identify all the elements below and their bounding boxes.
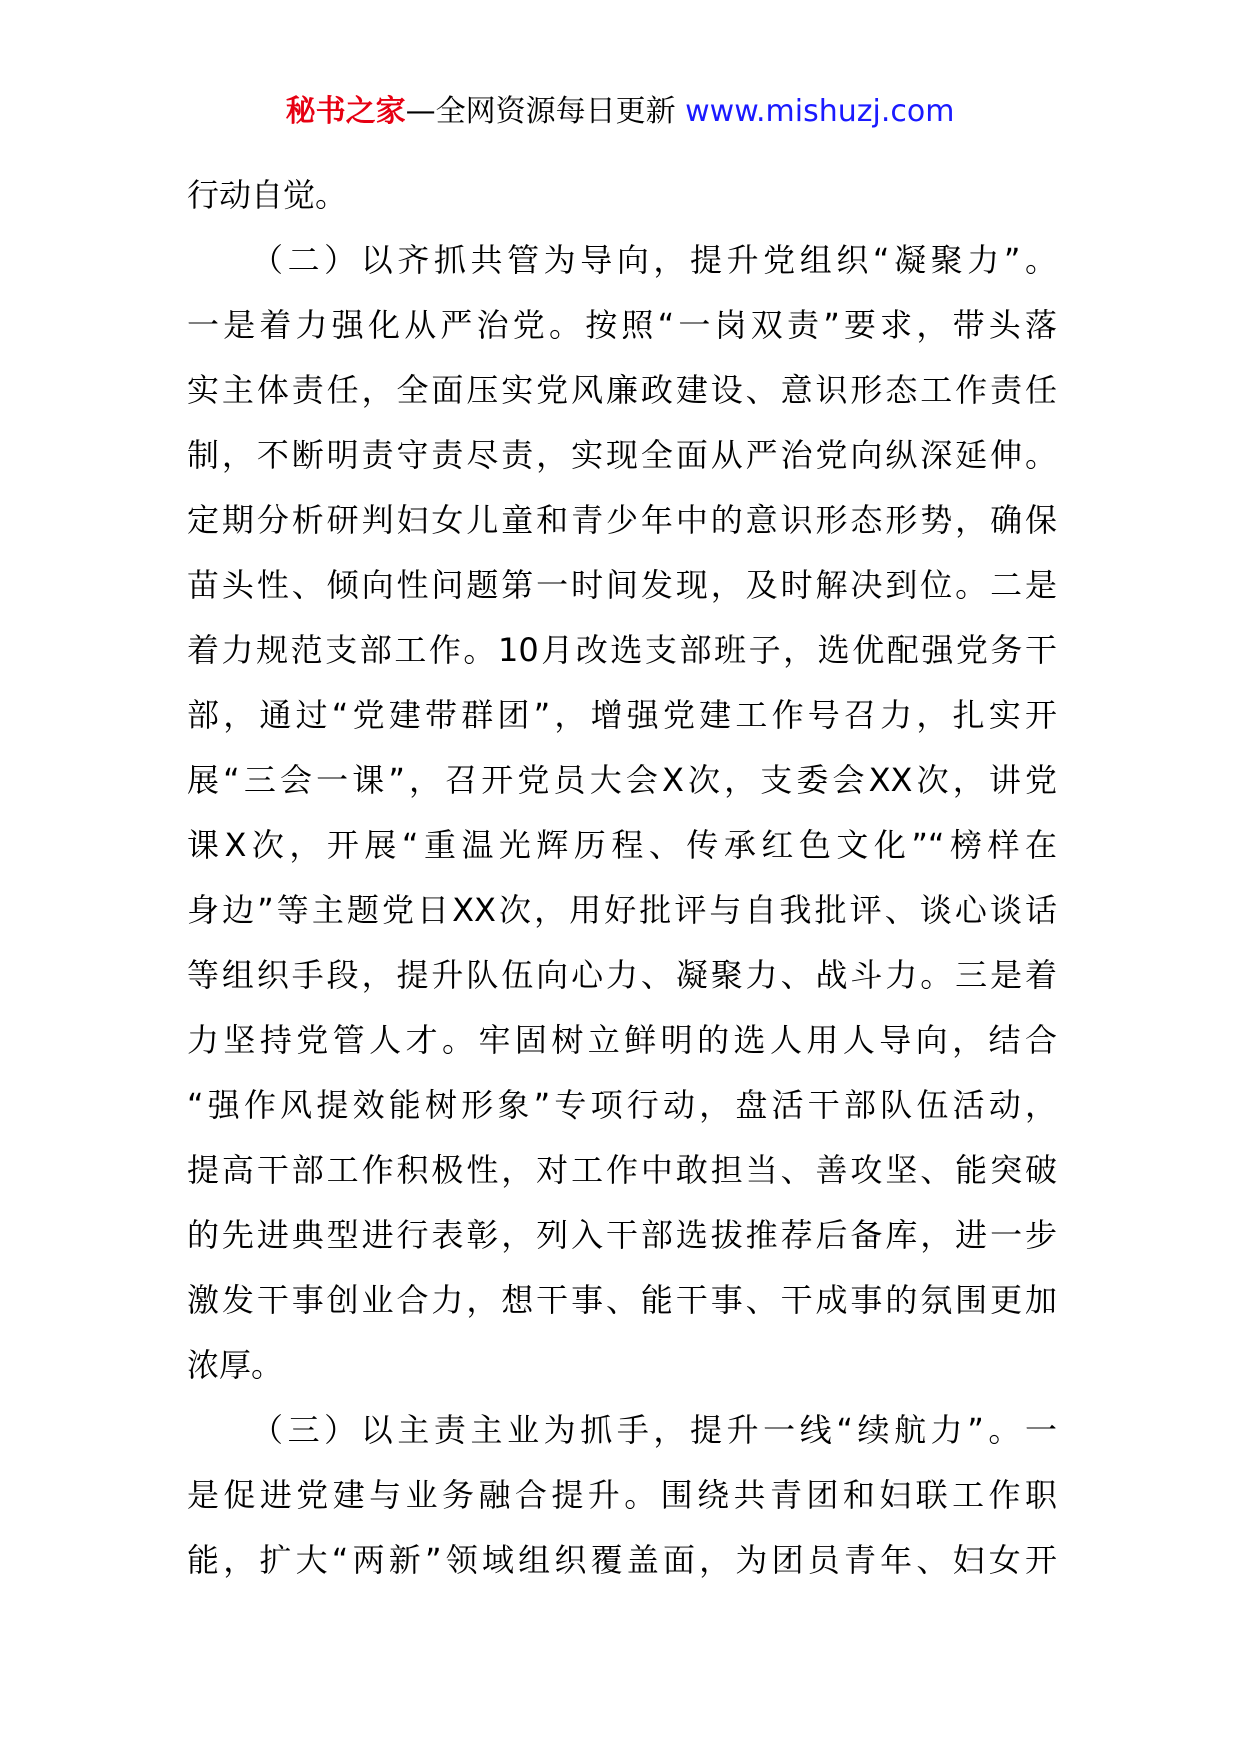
text-line: 激发干事创业合力，想干事、能干事、干成事的氛围更加 — [187, 1281, 1057, 1319]
text-line: 力坚持党管人才。牢固树立鲜明的选人用人导向，结合 — [187, 1021, 1057, 1059]
text-line: 着力规范支部工作。10月改选支部班子，选优配强党务干 — [187, 631, 1057, 669]
site-url[interactable]: www.mishuzj.com — [685, 94, 955, 129]
text-line: 提高干部工作积极性，对工作中敢担当、善攻坚、能突破 — [187, 1151, 1057, 1189]
text-line: 身边”等主题党日XX次，用好批评与自我批评、谈心谈话 — [187, 891, 1057, 929]
text-line: “强作风提效能树形象”专项行动，盘活干部队伍活动， — [187, 1086, 1057, 1124]
text-line: 的先进典型进行表彰，列入干部选拔推荐后备库，进一步 — [187, 1216, 1057, 1254]
text-line: 制，不断明责守责尽责，实现全面从严治党向纵深延伸。 — [187, 436, 1057, 474]
text-line: 行动自觉。 — [187, 176, 348, 214]
text-line: 实主体责任，全面压实党风廉政建设、意识形态工作责任 — [187, 371, 1057, 409]
text-line: 部，通过“党建带群团”，增强党建工作号召力，扎实开 — [187, 696, 1057, 734]
text-line: 苗头性、倾向性问题第一时间发现，及时解决到位。二是 — [187, 566, 1057, 604]
text-line: 浓厚。 — [187, 1346, 284, 1384]
text-line: 展“三会一课”，召开党员大会X次，支委会XX次，讲党 — [187, 761, 1057, 799]
document-body — [187, 163, 1057, 1593]
section-heading: （三）以主责主业为抓手，提升一线“续航力”。一 — [251, 1411, 1057, 1449]
text-line: 课X次，开展“重温光辉历程、传承红色文化”“榜样在 — [187, 826, 1057, 864]
site-tagline: —全网资源每日更新 — [405, 94, 686, 129]
text-line: 能，扩大“两新”领域组织覆盖面，为团员青年、妇女开 — [187, 1541, 1057, 1579]
text-line: 一是着力强化从严治党。按照“一岗双责”要求，带头落 — [187, 306, 1057, 344]
text-line: 等组织手段，提升队伍向心力、凝聚力、战斗力。三是着 — [187, 956, 1057, 994]
section-heading: （二）以齐抓共管为导向，提升党组织“凝聚力”。 — [251, 241, 1057, 279]
site-header — [0, 92, 1240, 132]
text-line: 定期分析研判妇女儿童和青少年中的意识形态形势，确保 — [187, 501, 1057, 539]
text-line: 是促进党建与业务融合提升。围绕共青团和妇联工作职 — [187, 1476, 1057, 1514]
site-brand: 秘书之家 — [285, 94, 406, 129]
